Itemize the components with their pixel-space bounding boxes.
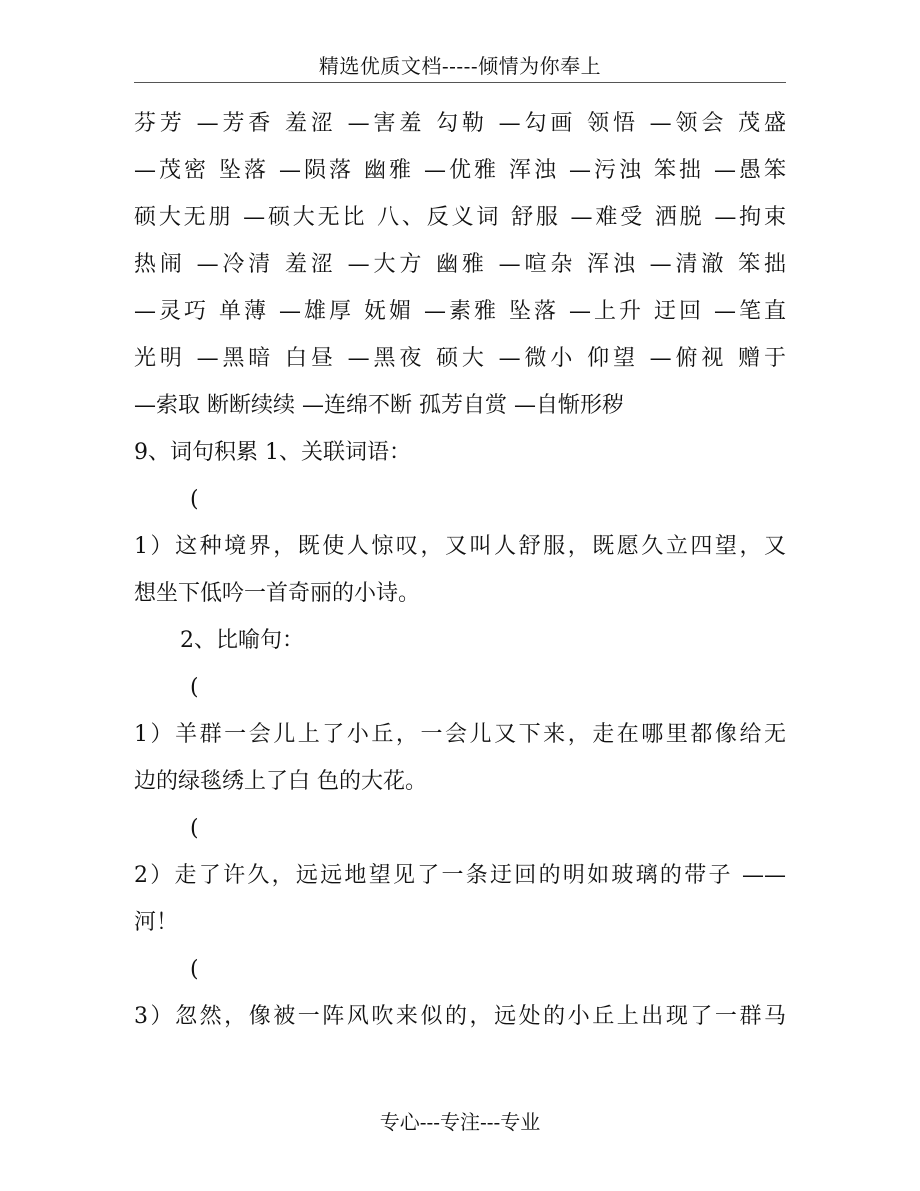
open-paren-3: ( (190, 816, 199, 841)
metaphor-sentence-2a: 2）走了许久，远远地望见了一条迂回的明如玻璃的带子 —— (134, 863, 786, 888)
antonym-line-2: —灵巧 单薄 —雄厚 妩媚 —素雅 坠落 —上升 迂回 —笔直 (134, 299, 786, 324)
open-paren-2: ( (190, 675, 199, 700)
metaphor-sentence-1a: 1）羊群一会儿上了小丘，一会儿又下来，走在哪里都像给无 (134, 722, 786, 747)
page-header: 精选优质文档-----倾情为你奉上 (318, 54, 602, 78)
synonym-line-2: —茂密 坠落 —陨落 幽雅 —优雅 浑浊 —污浊 笨拙 —愚笨 (134, 158, 786, 183)
synonym-line-1: 芬芳 —芳香 羞涩 —害羞 勾勒 —勾画 领悟 —领会 茂盛 (134, 111, 786, 136)
synonym-line-3: 硕大无朋 —硕大无比 八、反义词 舒服 —难受 洒脱 —拘束 (134, 205, 786, 230)
open-paren-4: ( (190, 957, 199, 982)
metaphor-sentence-1b: 边的绿毯绣上了白 色的大花。 (134, 769, 427, 794)
header-divider (134, 82, 786, 83)
antonym-line-3: 光明 —黑暗 白昼 —黑夜 硕大 —微小 仰望 —俯视 赠于 (134, 346, 786, 371)
subsection-heading-metaphor: 2、比喻句： (180, 628, 304, 653)
open-paren-1: ( (190, 487, 199, 512)
page-footer: 专心---专注---专业 (379, 1110, 541, 1134)
example-sentence-1a: 1）这种境界，既使人惊叹，又叫人舒服，既愿久立四望，又 (134, 534, 786, 559)
antonym-line-1: 热闹 —冷清 羞涩 —大方 幽雅 —喧杂 浑浊 —清澈 笨拙 (134, 252, 786, 277)
example-sentence-1b: 想坐下低吟一首奇丽的小诗。 (134, 581, 421, 606)
document-body (134, 100, 786, 1040)
antonym-line-4: —索取 断断续续 —连绵不断 孤芳自赏 —自惭形秽 (134, 393, 624, 418)
metaphor-sentence-2b: 河！ (134, 910, 179, 935)
metaphor-sentence-3a: 3）忽然，像被一阵风吹来似的，远处的小丘上出现了一群马 (134, 1004, 786, 1029)
section-heading-9: 9、词句积累 1、关联词语： (134, 440, 411, 465)
